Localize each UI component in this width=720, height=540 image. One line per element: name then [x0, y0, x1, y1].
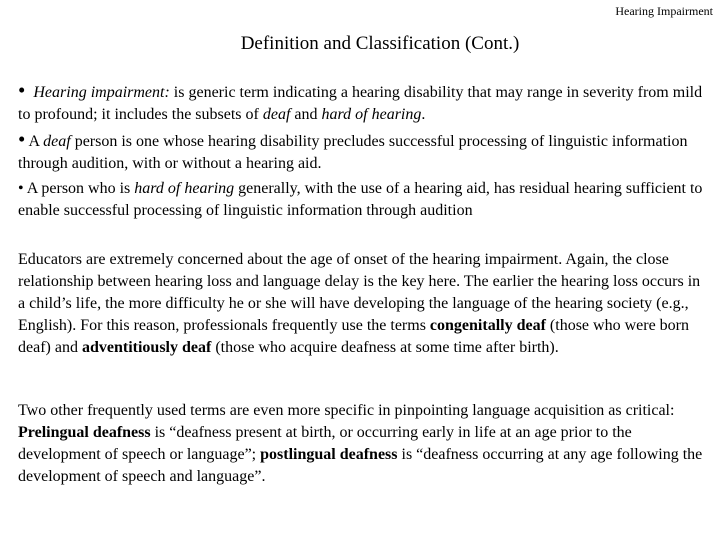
paragraph-prelingual-postlingual — [18, 400, 710, 488]
bullet-text: generally, with the use of a hearing aid, has residual hearing sufficient to enable successful processing of linguistic information through audition — [18, 180, 703, 219]
bullet-text: A — [25, 133, 44, 150]
paragraph-text: (those who were born deaf) and — [18, 317, 689, 356]
term-congenitally-deaf: congenitally deaf — [429, 317, 546, 334]
header-label: Hearing Impairment — [615, 4, 713, 18]
bullet-text: A person who is — [23, 180, 135, 197]
bullet-marker: • — [18, 180, 24, 197]
bullet-hearing-impairment — [18, 78, 710, 126]
term-hard-of-hearing: hard of hearing — [321, 106, 422, 123]
term-adventitiously-deaf: adventitiously deaf — [81, 339, 212, 356]
paragraph-text: is “deafness present at birth, or occurring early in life at an age prior to the development of speech or language”; — [18, 424, 632, 463]
bullet-text: and — [290, 106, 322, 123]
term-hard-of-hearing: hard of hearing — [134, 180, 235, 197]
bullet-marker: • — [18, 78, 26, 102]
bullet-hard-of-hearing-definition — [18, 178, 710, 222]
bullet-marker: • — [18, 127, 26, 151]
paragraph-age-of-onset — [18, 249, 710, 359]
paragraph-text: Educators are extremely concerned about the age of onset of the hearing impairment. Again, the close relationship between hearing loss and language delay is the key here. The earlier the hearing loss occurs in a child’s life, the more difficulty he or she will have developing the language of the hearing society (e.g., English). For this reason, professionals frequently use the terms — [18, 251, 701, 334]
term-deaf: deaf — [262, 106, 291, 123]
term-postlingual-deafness: postlingual deafness — [260, 446, 398, 463]
term-deaf: deaf — [43, 133, 71, 150]
paragraph-text: Two other frequently used terms are even more specific in pinpointing language acquisition as critical: — [18, 402, 675, 419]
bullet-text: . — [421, 106, 426, 123]
bullet-text: is generic term indicating a hearing disability that may range in severity from mild to profound; it includes the subsets of — [18, 84, 703, 123]
term-hearing-impairment: Hearing impairment: — [33, 84, 170, 101]
paragraph-text: is “deafness occurring at any age following the development of speech and language”. — [18, 446, 703, 485]
slide-title: Definition and Classification (Cont.) — [240, 33, 520, 54]
bullet-deaf-definition — [18, 127, 710, 175]
paragraph-text: (those who acquire deafness at some time after birth). — [211, 339, 559, 356]
term-prelingual-deafness: Prelingual deafness — [18, 424, 151, 441]
bullet-text: person is one whose hearing disability precludes successful processing of linguistic information through audition, with or without a hearing aid. — [18, 133, 688, 172]
